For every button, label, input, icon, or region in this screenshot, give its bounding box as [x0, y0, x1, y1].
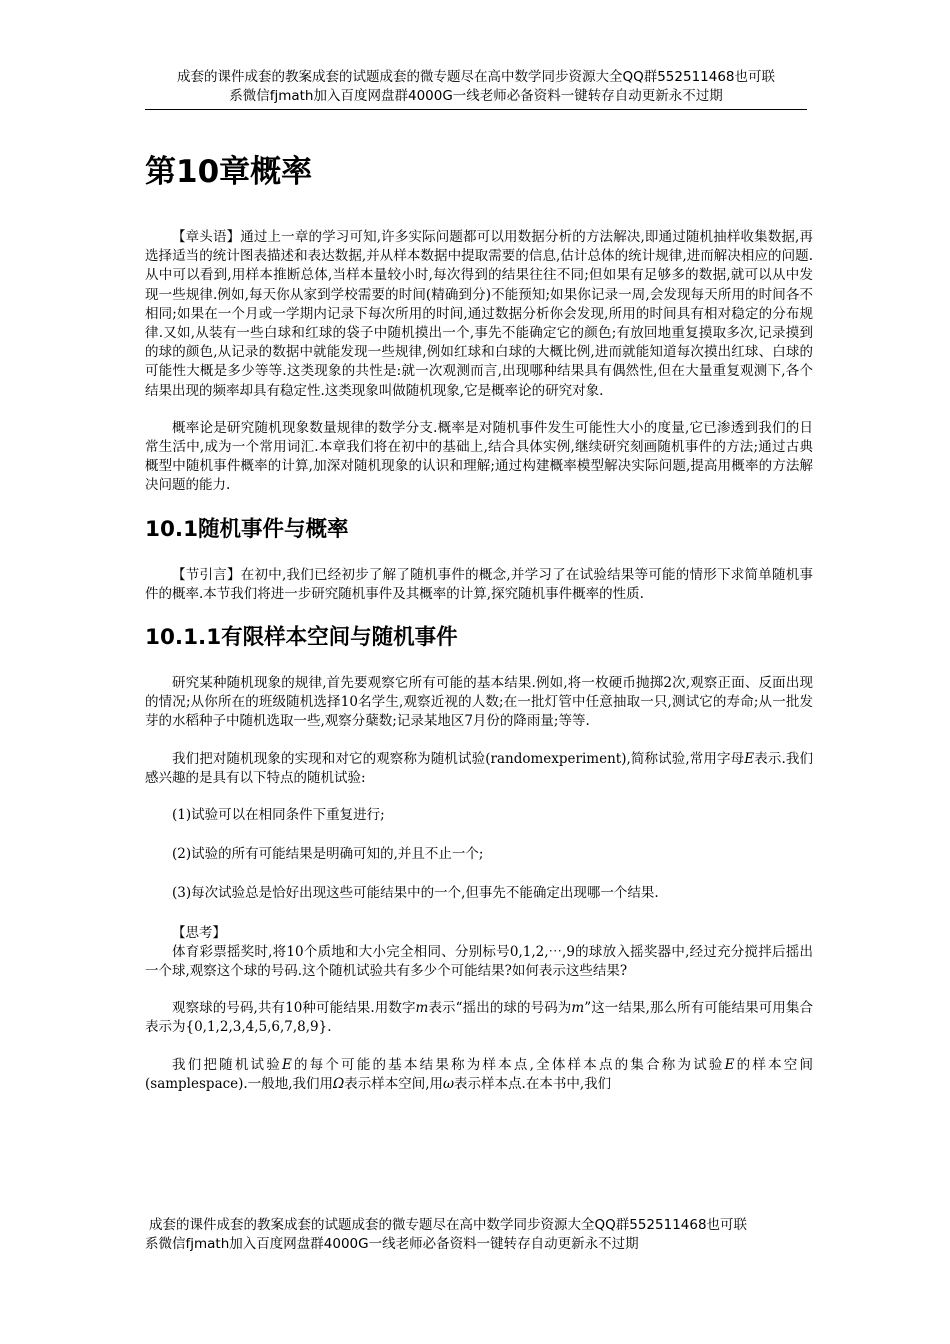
- var-E-1: E: [281, 1056, 292, 1073]
- last-text-b: 的每个可能的基本结果称为样本点,全体样本点的集合称为试验: [291, 1056, 725, 1073]
- obs-text-c: ”这一结果,那么所有可能结果可用集合表示为: [145, 1000, 813, 1036]
- section-title: 10.1随机事件与概率: [145, 516, 349, 542]
- list-item-2: (2)试验的所有可能结果是明确可知的,并且不止一个;: [172, 846, 484, 863]
- think-paragraph: [145, 943, 813, 981]
- section-intro-paragraph: 【节引言】在初中,我们已经初步了解了随机事件的概念,并学习了在试验结果等可能的情形下求简单随机事件的概率.本节我们将进一步研究随机事件及其概率的计算,探究随机事件概率的性质.: [145, 566, 813, 602]
- last-text-a: 我们把随机试验: [172, 1056, 282, 1073]
- obs-text-b: 表示“摇出的球的号码为: [428, 1000, 572, 1017]
- random-experiment-definition: [145, 750, 813, 788]
- obs-text-a: 观察球的号码,共有10种可能结果.用数字: [172, 1000, 416, 1017]
- var-omega-lower: ω: [443, 1075, 455, 1092]
- last-text-c: 的样本空间(samplespace).一般地,我们用: [145, 1056, 814, 1092]
- chapter-intro-paragraph-2: 概率论是研究随机现象数量规律的数学分支.概率是对随机事件发生可能性大小的度量,它已渗透到我们的日常生活中,成为一个常用词汇.本章我们将在初中的基础上,结合具体实例,继续研究刻画随机事件的方法;通过古典概型中随机事件概率的计算,加深对随机现象的认识和理解;通过构建概率模型解决实际问题,提高用概率的方法解决问题的能力.: [145, 419, 813, 494]
- page-content: [145, 150, 813, 1112]
- think-text-a: 体育彩票摇奖时,将10个质地和大小完全相同、分别标号: [172, 943, 510, 960]
- list-item-3: (3)每次试验总是恰好出现这些可能结果中的一个,但事先不能确定出现哪一个结果.: [172, 885, 659, 902]
- subsection-paragraph-1: 研究某种随机现象的规律,首先要观察它所有可能的基本结果.例如,将一枚硬币抛掷2次,观察正面、反面出现的情况;从你所在的班级随机选择10名学生,观察近视的人数;在一批灯管中任意抽取一只,测试它的寿命;从一批发芽的水稻种子中随机选取一些,观察分蘖数;记录某地区7月份的降雨量;等等.: [145, 675, 813, 730]
- var-E: E: [744, 750, 755, 767]
- header-line-1: 成套的课件成套的教案成套的试题成套的微专题尽在高中数学同步资源大全QQ群552511468也可联: [176, 69, 776, 85]
- footer-line-1: 成套的课件成套的教案成套的试题成套的微专题尽在高中数学同步资源大全QQ群552511468也可联: [149, 1217, 748, 1233]
- think-label: 【思考】: [172, 924, 226, 941]
- list-item-1: (1)试验可以在相同条件下重复进行;: [172, 807, 385, 824]
- chapter-title: 第10章概率: [145, 154, 313, 190]
- think-text-b: 的球放入摇奖器中,经过充分搅拌后摇出一个球,观察这个球的号码.这个随机试验共有多少个可能结果?如何表示这些结果?: [145, 943, 813, 980]
- page-footer: [145, 1216, 807, 1254]
- outcome-set: {0,1,2,3,4,5,6,7,8,9}: [185, 1019, 328, 1036]
- last-text-d: 表示样本空间,用: [344, 1075, 444, 1092]
- footer-line-2: 系微信fjmath加入百度网盘群4000G一线老师必备资料一键转存自动更新永不过期: [145, 1236, 639, 1252]
- observation-paragraph: [145, 999, 813, 1037]
- subsection-title: 10.1.1有限样本空间与随机事件: [145, 625, 458, 651]
- var-E-2: E: [724, 1056, 735, 1073]
- ball-numbers: 0,1,2,⋯,9: [509, 943, 575, 960]
- obs-text-d: .: [327, 1019, 332, 1036]
- definition-text-a: 我们把对随机现象的实现和对它的观察称为随机试验(randomexperiment),简称试验,常用字母: [172, 750, 745, 767]
- var-m: m: [415, 1000, 429, 1017]
- var-omega-upper: Ω: [333, 1075, 345, 1092]
- sample-space-paragraph: [145, 1056, 813, 1094]
- definition-text-b: 表示.我们感兴趣的是具有以下特点的随机试验:: [145, 750, 813, 786]
- page-header: [145, 68, 807, 110]
- var-m-2: m: [571, 1000, 585, 1017]
- header-line-2: 系微信fjmath加入百度网盘群4000G一线老师必备资料一键转存自动更新永不过期: [229, 88, 723, 104]
- chapter-intro-paragraph-1: 【章头语】通过上一章的学习可知,许多实际问题都可以用数据分析的方法解决,即通过随机抽样收集数据,再选择适当的统计图表描述和表达数据,并从样本数据中提取需要的信息,估计总体的统计规律,进而解决相应的问题.从中可以看到,用样本推断总体,当样本量较小时,每次得到的结果往往不同;但如果有足够多的数据,就可以从中发现一些规律.例如,每天你从家到学校需要的时间(精确到分)不能预知;如果你记录一周,会发现每天所用的时间各不相同;如果在一个月或一学期内记录下每次所用的时间,通过数据分析你会发现,所用的时间具有相对稳定的分布规律.又如,从装有一些白球和红球的袋子中随机摸出一个,事先不能确定它的颜色;有放回地重复摸取多次,记录摸到的球的颜色,从记录的数据中就能发现一些规律,例如红球和白球的大概比例,进而就能知道每次摸出红球、白球的可能性大概是多少等等.这类现象的共性是:就一次观测而言,出现哪种结果具有偶然性,但在大量重复观测下,各个结果出现的频率却具有稳定性.这类现象叫做随机现象,它是概率论的研究对象.: [145, 229, 813, 399]
- last-text-e: 表示样本点.在本书中,我们: [454, 1075, 612, 1092]
